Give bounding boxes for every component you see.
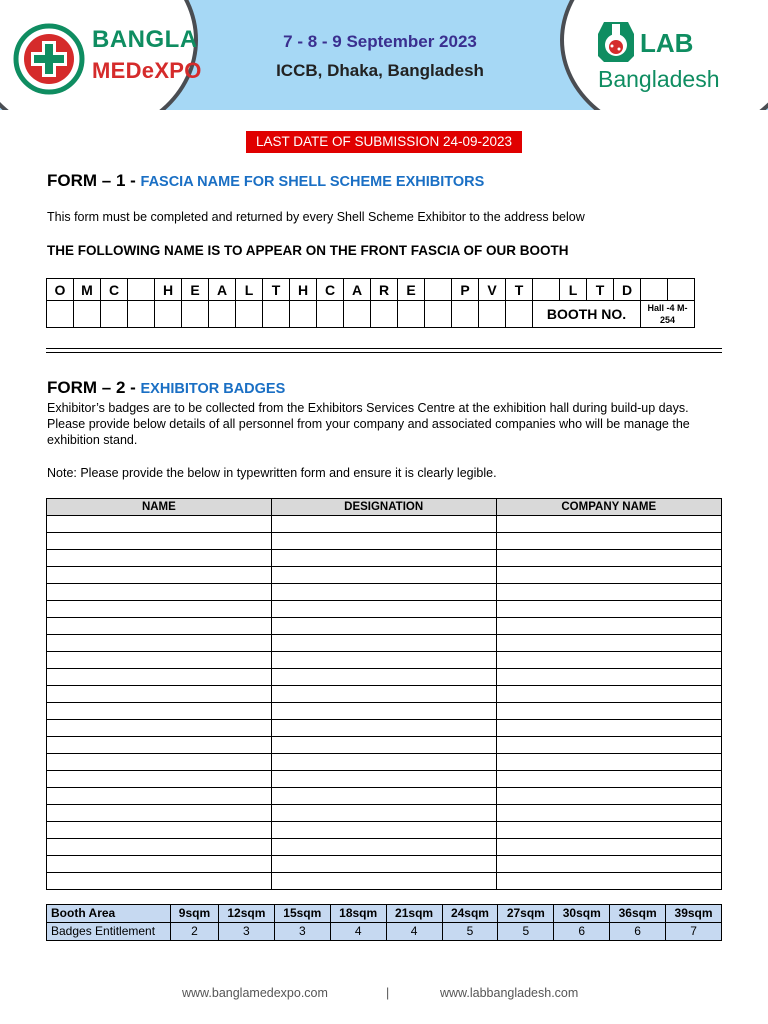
designation-cell[interactable]: [271, 567, 496, 584]
name-cell[interactable]: [47, 618, 272, 635]
logo-text-lab: LAB: [640, 28, 694, 58]
name-cell[interactable]: [47, 584, 272, 601]
fascia-blank-cell[interactable]: [425, 301, 452, 328]
designation-cell[interactable]: [271, 601, 496, 618]
company-cell[interactable]: [496, 822, 721, 839]
name-cell[interactable]: [47, 856, 272, 873]
fascia-blank-cell[interactable]: [155, 301, 182, 328]
table-row: [47, 737, 722, 754]
badge-count-cell: 6: [610, 923, 666, 941]
fascia-letter-cell[interactable]: C: [317, 279, 344, 301]
form1-title: [47, 171, 484, 191]
booth-area-cell: 27sqm: [498, 905, 554, 923]
designation-cell[interactable]: [271, 754, 496, 771]
name-cell[interactable]: [47, 686, 272, 703]
col-company-header: COMPANY NAME: [496, 499, 721, 516]
table-row: [47, 788, 722, 805]
name-cell[interactable]: [47, 822, 272, 839]
table-row: [47, 771, 722, 788]
fascia-letter-cell[interactable]: T: [587, 279, 614, 301]
fascia-letter-cell[interactable]: A: [209, 279, 236, 301]
name-cell[interactable]: [47, 839, 272, 856]
fascia-letter-cell[interactable]: H: [155, 279, 182, 301]
medical-cross-icon: [12, 22, 86, 96]
designation-cell[interactable]: [271, 516, 496, 533]
logo-text-bangla: BANGLA: [92, 26, 198, 53]
booth-area-cell: 9sqm: [171, 905, 219, 923]
designation-cell[interactable]: [271, 856, 496, 873]
fascia-blank-cell[interactable]: [74, 301, 101, 328]
fascia-letter-cell[interactable]: [533, 279, 560, 301]
table-row: [47, 652, 722, 669]
bangla-medexpo-logo: [12, 18, 202, 98]
fascia-letter-cell[interactable]: P: [452, 279, 479, 301]
badges-entitlement-table: [46, 904, 722, 941]
table-row: [47, 516, 722, 533]
designation-cell[interactable]: [271, 703, 496, 720]
company-cell[interactable]: [496, 635, 721, 652]
fascia-blank-cell[interactable]: [398, 301, 425, 328]
company-cell[interactable]: [496, 703, 721, 720]
name-cell[interactable]: [47, 788, 272, 805]
fascia-letter-cell[interactable]: L: [560, 279, 587, 301]
table-row: [47, 839, 722, 856]
badge-count-cell: 7: [666, 923, 722, 941]
designation-cell[interactable]: [271, 652, 496, 669]
fascia-letter-cell[interactable]: D: [614, 279, 641, 301]
fascia-letter-cell[interactable]: R: [371, 279, 398, 301]
name-cell[interactable]: [47, 516, 272, 533]
badge-count-cell: 3: [274, 923, 330, 941]
badges-entitlement-label: Badges Entitlement: [47, 923, 171, 941]
table-row: [47, 754, 722, 771]
designation-cell[interactable]: [271, 873, 496, 890]
fascia-blank-cell[interactable]: [101, 301, 128, 328]
designation-cell[interactable]: [271, 771, 496, 788]
fascia-blank-cell[interactable]: [128, 301, 155, 328]
booth-area-cell: 21sqm: [386, 905, 442, 923]
company-cell[interactable]: [496, 584, 721, 601]
table-row: [47, 635, 722, 652]
fascia-letter-cell[interactable]: C: [101, 279, 128, 301]
fascia-letter-cell[interactable]: [641, 279, 668, 301]
designation-cell[interactable]: [271, 720, 496, 737]
fascia-caps-instruction: THE FOLLOWING NAME IS TO APPEAR ON THE FRONT FASCIA OF OUR BOOTH: [47, 243, 569, 258]
name-cell[interactable]: [47, 805, 272, 822]
company-cell[interactable]: [496, 516, 721, 533]
table-row: [47, 822, 722, 839]
table-row: [47, 601, 722, 618]
form2-subtitle: EXHIBITOR BADGES: [140, 381, 286, 397]
designation-cell[interactable]: [271, 533, 496, 550]
company-cell[interactable]: [496, 618, 721, 635]
booth-number-label: BOOTH NO.: [533, 301, 641, 328]
table-row: [47, 618, 722, 635]
badges-body: [47, 516, 722, 890]
table-row: [47, 856, 722, 873]
form2-note: Note: Please provide the below in typewritten form and ensure it is clearly legible.: [47, 466, 497, 480]
designation-cell[interactable]: [271, 788, 496, 805]
fascia-blank-cell[interactable]: [47, 301, 74, 328]
table-row: [47, 533, 722, 550]
col-name-header: NAME: [47, 499, 272, 516]
designation-cell[interactable]: [271, 550, 496, 567]
designation-cell[interactable]: [271, 686, 496, 703]
fascia-letter-cell[interactable]: V: [479, 279, 506, 301]
badge-count-cell: 3: [218, 923, 274, 941]
table-row: [47, 686, 722, 703]
booth-area-cell: 18sqm: [330, 905, 386, 923]
lab-bangladesh-logo: [596, 18, 726, 98]
table-row: [47, 873, 722, 890]
fascia-blank-cell[interactable]: [506, 301, 533, 328]
fascia-blank-cell[interactable]: [344, 301, 371, 328]
table-row: [47, 805, 722, 822]
company-cell[interactable]: [496, 788, 721, 805]
booth-area-label: Booth Area: [47, 905, 171, 923]
form2-paragraph: Exhibitor’s badges are to be collected from the Exhibitors Services Centre at the exhibition hall during build-up days. Please provide below details of all personnel from your company and associated companies who will be manage the exhibition stand.: [47, 401, 690, 447]
form2-label: FORM – 2 -: [47, 378, 141, 397]
fascia-blank-cell[interactable]: [317, 301, 344, 328]
badge-count-cell: 2: [171, 923, 219, 941]
section-divider: [46, 348, 722, 353]
booth-area-row: [47, 905, 722, 923]
fascia-blank-cell[interactable]: [236, 301, 263, 328]
fascia-blank-cell[interactable]: [263, 301, 290, 328]
designation-cell[interactable]: [271, 737, 496, 754]
company-cell[interactable]: [496, 601, 721, 618]
name-cell[interactable]: [47, 771, 272, 788]
booth-area-cell: 36sqm: [610, 905, 666, 923]
designation-cell[interactable]: [271, 618, 496, 635]
badge-count-cell: 4: [386, 923, 442, 941]
table-row: [47, 669, 722, 686]
table-row: [47, 567, 722, 584]
col-designation-header: DESIGNATION: [271, 499, 496, 516]
fascia-letter-cell[interactable]: E: [398, 279, 425, 301]
fascia-letter-cell[interactable]: H: [290, 279, 317, 301]
name-cell[interactable]: [47, 873, 272, 890]
event-venue: ICCB, Dhaka, Bangladesh: [276, 61, 484, 80]
form1-instruction: This form must be completed and returned by every Shell Scheme Exhibitor to the address below: [47, 210, 585, 224]
fascia-letter-cell[interactable]: E: [182, 279, 209, 301]
fascia-blank-cell[interactable]: [452, 301, 479, 328]
company-cell[interactable]: [496, 805, 721, 822]
booth-area-cell: 12sqm: [218, 905, 274, 923]
table-row: [47, 720, 722, 737]
fascia-blank-cell[interactable]: [209, 301, 236, 328]
badge-count-cell: 5: [442, 923, 498, 941]
name-cell[interactable]: [47, 652, 272, 669]
fascia-letter-cell[interactable]: M: [74, 279, 101, 301]
form1-subtitle: FASCIA NAME FOR SHELL SCHEME EXHIBITORS: [140, 174, 485, 190]
fascia-letter-cell[interactable]: T: [506, 279, 533, 301]
footer-link-banglamedexpo[interactable]: www.banglamedexpo.com: [182, 986, 328, 1000]
table-row: [47, 584, 722, 601]
fascia-letter-cell[interactable]: [668, 279, 695, 301]
submission-deadline-badge: LAST DATE OF SUBMISSION 24-09-2023: [246, 131, 522, 153]
event-dates: 7 - 8 - 9 September 2023: [283, 32, 477, 51]
footer-separator: |: [386, 986, 390, 1000]
exhibitor-badges-table: [46, 498, 722, 890]
flask-icon: [596, 18, 636, 62]
booth-area-cell: 39sqm: [666, 905, 722, 923]
logo-text-bangladesh: Bangladesh: [598, 66, 720, 92]
fascia-blank-cell[interactable]: [182, 301, 209, 328]
company-cell[interactable]: [496, 652, 721, 669]
booth-area-cell: 15sqm: [274, 905, 330, 923]
fascia-blank-cell[interactable]: [290, 301, 317, 328]
name-cell[interactable]: [47, 703, 272, 720]
name-cell[interactable]: [47, 720, 272, 737]
company-cell[interactable]: [496, 873, 721, 890]
fascia-letter-cell[interactable]: [128, 279, 155, 301]
table-row: [47, 703, 722, 720]
company-cell[interactable]: [496, 567, 721, 584]
badge-count-cell: 5: [498, 923, 554, 941]
designation-cell[interactable]: [271, 805, 496, 822]
designation-cell[interactable]: [271, 635, 496, 652]
name-cell[interactable]: [47, 737, 272, 754]
company-cell[interactable]: [496, 754, 721, 771]
name-cell[interactable]: [47, 567, 272, 584]
table-row: [47, 550, 722, 567]
company-cell[interactable]: [496, 533, 721, 550]
designation-cell[interactable]: [271, 839, 496, 856]
fascia-letter-cell[interactable]: A: [344, 279, 371, 301]
form2-title: [47, 378, 285, 398]
company-cell[interactable]: [496, 686, 721, 703]
fascia-letter-cell[interactable]: L: [236, 279, 263, 301]
company-cell[interactable]: [496, 771, 721, 788]
company-cell[interactable]: [496, 720, 721, 737]
name-cell[interactable]: [47, 601, 272, 618]
booth-area-cell: 30sqm: [554, 905, 610, 923]
fascia-letters-row: [47, 279, 695, 301]
designation-cell[interactable]: [271, 669, 496, 686]
badge-count-cell: 4: [330, 923, 386, 941]
name-cell[interactable]: [47, 635, 272, 652]
designation-cell[interactable]: [271, 584, 496, 601]
booth-number-value[interactable]: Hall -4 M-254: [641, 301, 695, 328]
fascia-letter-cell[interactable]: T: [263, 279, 290, 301]
company-cell[interactable]: [496, 550, 721, 567]
name-cell[interactable]: [47, 669, 272, 686]
fascia-blank-cell[interactable]: [371, 301, 398, 328]
event-info: [200, 32, 560, 81]
company-cell[interactable]: [496, 737, 721, 754]
logo-text-medexpo: MEDeXPO: [92, 58, 202, 83]
form1-label: FORM – 1 -: [47, 171, 141, 190]
footer-link-labbangladesh[interactable]: www.labbangladesh.com: [440, 986, 579, 1000]
badges-header-row: [47, 499, 722, 516]
fascia-name-grid: [46, 278, 695, 328]
name-cell[interactable]: [47, 533, 272, 550]
header-banner: [0, 0, 768, 110]
company-cell[interactable]: [496, 839, 721, 856]
fascia-blank-cell[interactable]: [479, 301, 506, 328]
fascia-letter-cell[interactable]: [425, 279, 452, 301]
fascia-booth-row: [47, 301, 695, 328]
badges-entitlement-row: [47, 923, 722, 941]
name-cell[interactable]: [47, 754, 272, 771]
booth-area-cell: 24sqm: [442, 905, 498, 923]
designation-cell[interactable]: [271, 822, 496, 839]
company-cell[interactable]: [496, 856, 721, 873]
company-cell[interactable]: [496, 669, 721, 686]
fascia-letter-cell[interactable]: O: [47, 279, 74, 301]
badge-count-cell: 6: [554, 923, 610, 941]
name-cell[interactable]: [47, 550, 272, 567]
